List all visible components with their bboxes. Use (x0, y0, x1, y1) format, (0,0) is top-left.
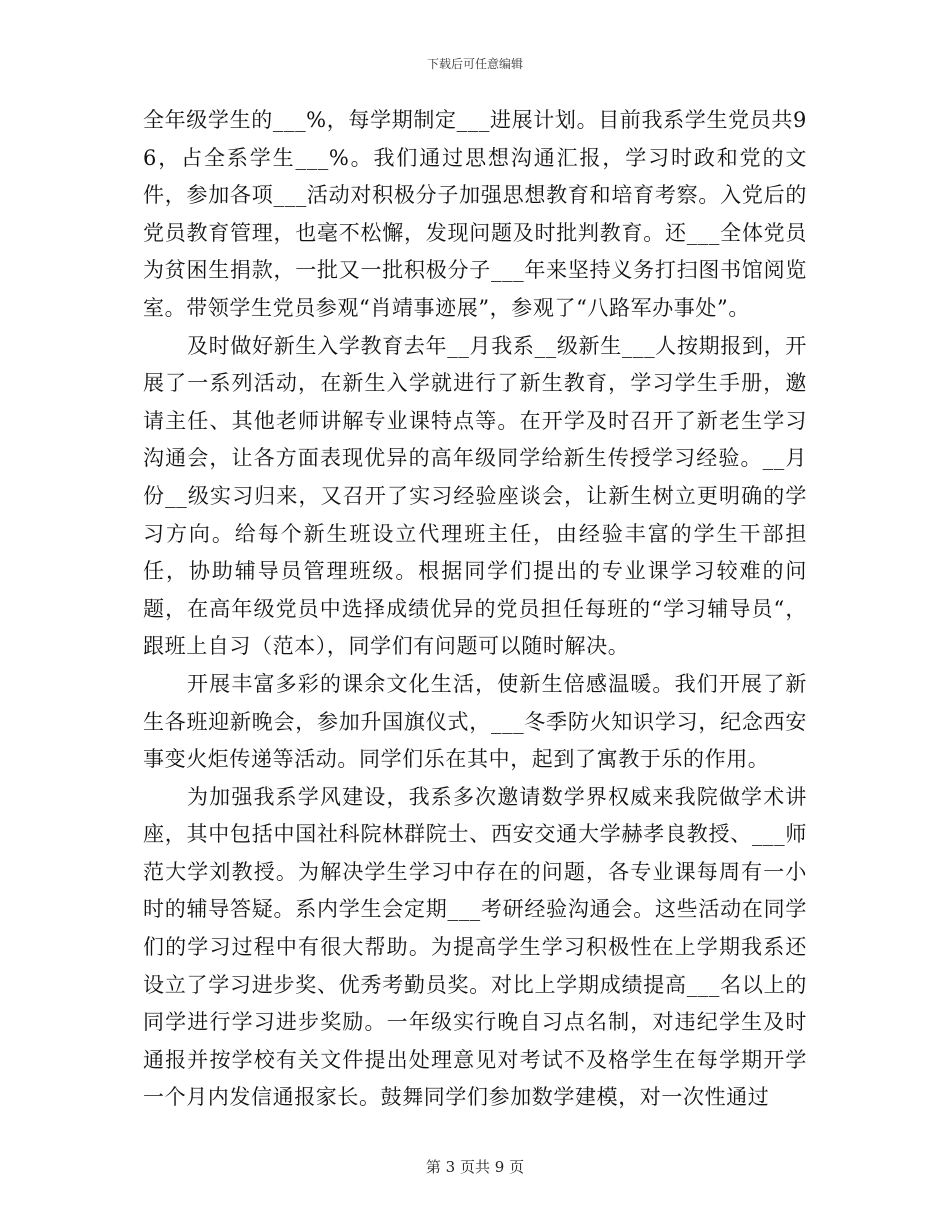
page-footer: 第 3 页共 9 页 (425, 1158, 525, 1176)
page-header: 下载后可任意编辑 (426, 57, 523, 71)
document-body (143, 102, 807, 1117)
paragraph-1: 全年级学生的___%，每学期制定___进展计划。目前我系学生党员共96，占全系学生___%。我们通过思想沟通汇报，学习时政和党的文件，参加各项___活动对积极分子加强思想教育和培育考察。入党后的党员教育管理，也毫不松懈，发现问题及时批判教育。还___全体党员为贫困生捐款，一批又一批积极分子___年来坚持义务打扫图书馆阅览室。带领学生党员参观“肖靖事迹展”，参观了“八路军办事处”。 (143, 108, 807, 320)
paragraph-2: 及时做好新生入学教育去年__月我系__级新生___人按期报到，开展了一系列活动，在新生入学就进行了新生教育，学习学生手册，邀请主任、其他老师讲解专业课特点等。在开学及时召开了新老生学习沟通会，让各方面表现优异的高年级同学给新生传授学习经验。__月份__级实习归来，又召开了实习经验座谈会，让新生树立更明确的学习方向。给每个新生班设立代理班主任，由经验丰富的学生干部担任，协助辅导员管理班级。根据同学们提出的专业课学习较难的问题，在高年级党员中选择成绩优异的党员担任每班的“学习辅导员“，跟班上自习（范本），同学们有问题可以随时解决。 (143, 333, 807, 659)
paragraph-4: 为加强我系学风建设，我系多次邀请数学界权威来我院做学术讲座，其中包括中国社科院林群院士、西安交通大学赫孝良教授、___师范大学刘教授。为解决学生学习中存在的问题，各专业课每周有一小时的辅导答疑。系内学生会定期___考研经验沟通会。这些活动在同学们的学习过程中有很大帮助。为提高学生学习积极性在上学期我系还设立了学习进步奖、优秀考勤员奖。对比上学期成绩提高___名以上的同学进行学习进步奖励。一年级实行晚自习点名制，对违纪学生及时通报并按学校有关文件提出处理意见对考试不及格学生在每学期开学一个月内发信通报家长。鼓舞同学们参加数学建模，对一次性通过 (143, 784, 807, 1110)
paragraph-3: 开展丰富多彩的课余文化生活，使新生倍感温暖。我们开展了新生各班迎新晚会，参加升国旗仪式，___冬季防火知识学习，纪念西安事变火炬传递等活动。同学们乐在其中，起到了寓教于乐的作用。 (143, 671, 807, 772)
